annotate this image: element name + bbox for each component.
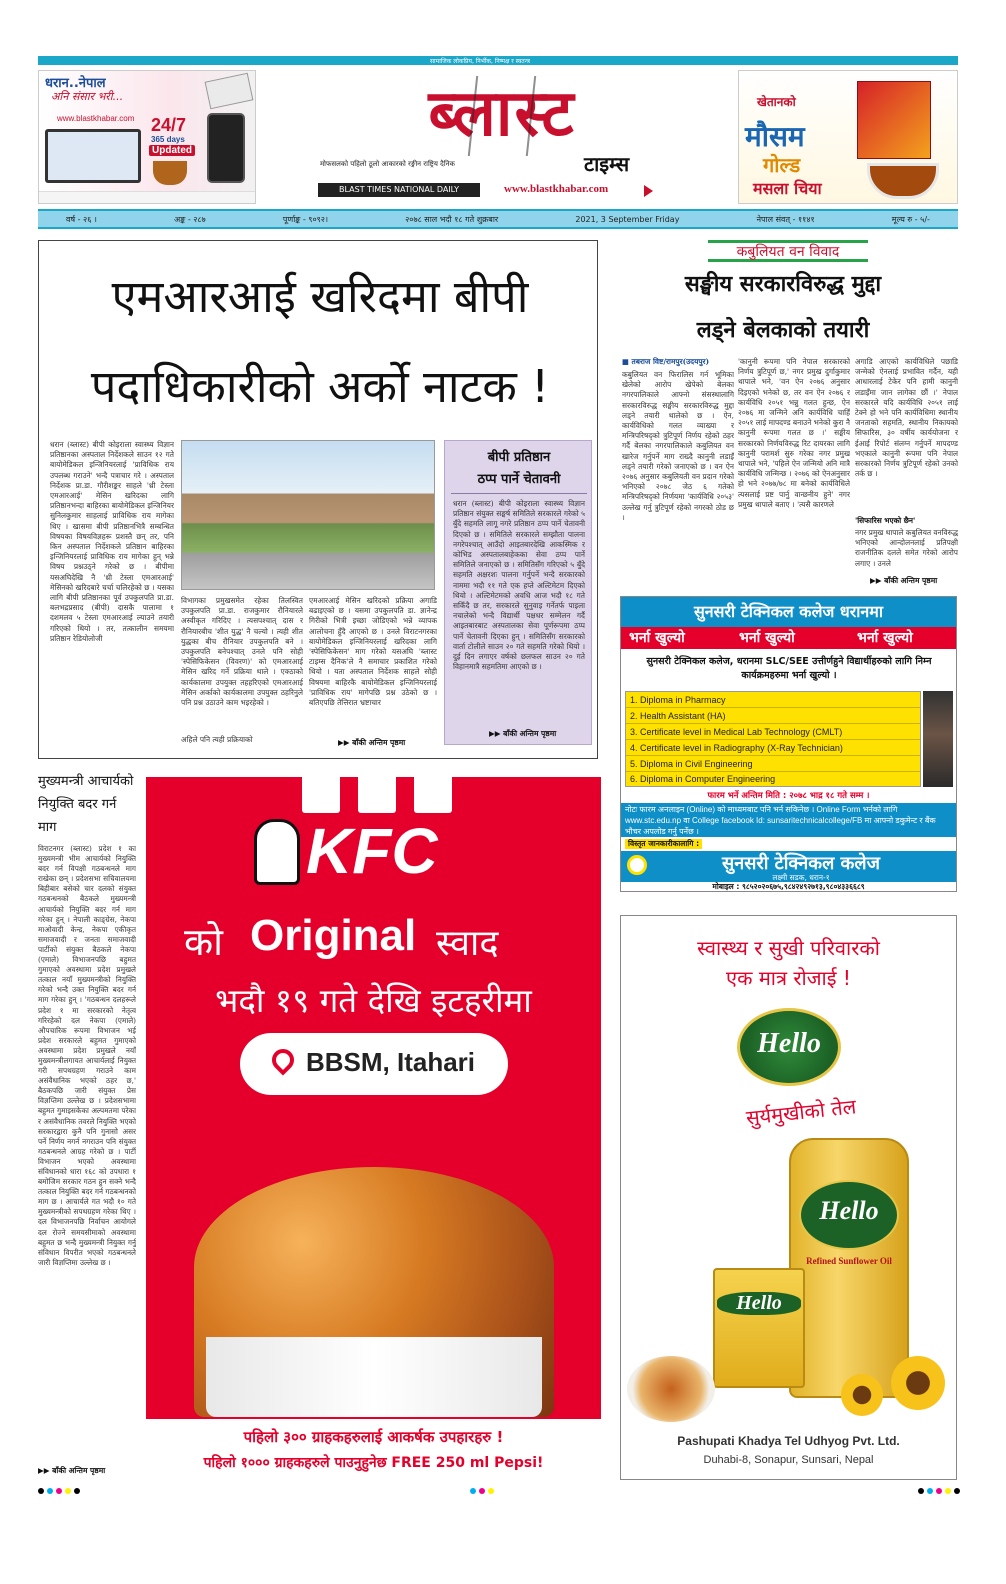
issue-year: वर्ष - २६ । bbox=[66, 214, 97, 224]
stc-course-1: 1. Diploma in Pharmacy bbox=[626, 692, 920, 708]
stc-course-4: 4. Certificate level in Radiography (X-Ray Technician) bbox=[626, 740, 920, 756]
issue-price: मूल्य रु - ५/- bbox=[891, 214, 930, 224]
blastkhabar-ad[interactable] bbox=[38, 70, 256, 204]
right-headline-line2: लड्ने बेलकाको तयारी bbox=[696, 318, 870, 343]
kfc-brand: KFC bbox=[306, 815, 438, 887]
issue-date-nepali: २०७८ साल भदौ १८ गते शुक्रबार bbox=[405, 214, 499, 224]
stc-intro: सुनसरी टेक्निकल कलेज, धरानमा SLC/SEE उत्तीर्णहुने विद्यार्थीहरुको लागि निम्न कार्यक्रमहरुमा भर्ना खुल्यो । bbox=[646, 656, 932, 681]
hello-bottle-desc: Refined Sunflower Oil bbox=[806, 1256, 892, 1266]
tea-box-icon bbox=[857, 81, 931, 159]
phone-icon bbox=[207, 113, 245, 183]
hello-product-name: सुर्यमुखीको तेल bbox=[744, 1094, 858, 1130]
nepal-samvat: नेपाल संवत् - ११४१ bbox=[756, 214, 815, 224]
sunsari-technical-college-ad[interactable] bbox=[620, 596, 957, 892]
gold-title: गोल्ड bbox=[763, 153, 801, 177]
masthead-tagline: सामाजिक लोकप्रिय, निर्भीक, निष्पक्ष र स्वतन्त्र bbox=[430, 58, 530, 65]
sidebar-story-text: धरान (ब्लास्ट) बीपी कोइराला स्वास्थ्य विज्ञान प्रतिष्ठान संयुक्त सङ्घर्ष समितिले सरकारले गरेको ५ बुँदे सहमति लागू नगरे प्रतिष्ठान ठप्प पार्ने चेतावनी दिएको छ । समितिले सरकारले सम्झौता पालना नगरेपश्चात् आउँदो आइतबारदेखि आकस्मिक र कोभिड अस्पतालबाहेकका सेवा ठप्प पार्ने समितिले जनाएको छ । समितिसँग गरिएको ५ बुँदे सहमति अक्षरशः पालना गर्नुपर्ने भन्दै सरकारको नाममा भदौ ११ गते एक हप्ते अल्टिमेटम दिएको थियो । अल्टिमेटमको अवधि आज भदौ १८ गते सकिँदै छ तर, सरकारले सुनुवाइ गर्नेतर्फ पाइला नचालेको भन्दै विद्यार्थी पक्षधर सम्मेलन गर्दै आइतबारबाट अस्पतालका सेवा पूर्णरूपमा ठप्प पार्ने चेतावनी दिएका हुन् । समितिसँग सरकारको वार्ता टोलीले साउन २० गते सहमति गरेको थियो । दुई दिन लगाएर वर्षको छलफल साउन २० गते विहानमात्रै सहमतिमा आएको छ । bbox=[453, 499, 585, 672]
stc-course-list bbox=[625, 691, 921, 787]
sidebar-title-line1: बीपी प्रतिष्ठान bbox=[487, 450, 551, 465]
main-story-col2-tail: अहिले पनि त्यही प्रक्रियाको bbox=[181, 735, 253, 744]
chief-minister-story bbox=[38, 770, 138, 1480]
tea-cup-icon bbox=[153, 161, 187, 185]
right-story-col3: अगाडि आएको कार्यविधिले पछाडि जन्मेको ऐनलाई प्रभावित गर्दैन, यही आधारलाई टेकेर पनि हामी कानुनी लडाइँमा जान लागेका छौं ।' नेपाल सरकारले यदि कार्यविधि २०५१ लाई टेक्ने हो भने पनि कार्यविधिमा स्थानीय जनताको सहमति, स्थानीय निकायको सिफारिस, ३० वर्षीय कार्ययोजना र ईआई रिपोर्ट संलग्न गर्नुपर्ने मापदण्ड भएकाले कानुनी रूपमा पनि नेपाल सरकारको निर्णय त्रुटिपूर्ण रहेको उनको तर्क छ । bbox=[855, 357, 958, 479]
hello-tagline-2: एक मात्र रोजाई ! bbox=[726, 966, 851, 990]
kfc-date-line: भदौ १९ गते देखि इटहरीमा bbox=[215, 981, 532, 1020]
kfc-swad: स्वाद bbox=[436, 923, 499, 964]
ad-left-badge-updated: Updated bbox=[149, 145, 195, 156]
stc-course-5: 5. Diploma in Civil Engineering bbox=[626, 756, 920, 772]
masthead-times: टाइम्स bbox=[584, 152, 630, 176]
issue-info-bar bbox=[38, 209, 958, 229]
kfc-location: BBSM, Itahari bbox=[306, 1047, 476, 1077]
stc-course-3: 3. Certificate level in Medical Lab Technology (CMLT) bbox=[626, 724, 920, 740]
stc-title: सुनसरी टेक्निकल कलेज धरानमा bbox=[621, 597, 956, 627]
ad-left-url: www.blastkhabar.com bbox=[57, 114, 135, 123]
sidebar-story-box bbox=[444, 440, 592, 745]
bucket-image bbox=[206, 1337, 542, 1417]
explosion-icon bbox=[468, 76, 536, 156]
main-headline-line1: एमआरआई खरिदमा बीपी bbox=[111, 270, 529, 323]
hello-address: Duhabi-8, Sonapur, Sunsari, Nepal bbox=[703, 1454, 874, 1466]
ad-left-badge-365: 365 days bbox=[151, 135, 185, 144]
stc-admission-3: भर्ना खुल्यो bbox=[857, 630, 913, 646]
right-story-more[interactable]: ▶▶ बाँकी अन्तिम पृष्ठमा bbox=[870, 576, 938, 585]
khetan-mausam-ad[interactable] bbox=[738, 70, 958, 204]
kfc-line-ko: को bbox=[184, 920, 224, 964]
registration-dots-center bbox=[470, 1488, 494, 1496]
stc-logo-icon bbox=[627, 855, 647, 875]
hello-sunflower-oil-ad[interactable] bbox=[620, 915, 957, 1480]
hello-brand: Hello bbox=[757, 1028, 821, 1059]
main-story-col3: एमआरआई मेसिन खरिदको प्रक्रिया अगाडि बढाइएको छ । यसमा उपकुलपति डा. ज्ञानेन्द्र गिरीको भित्री इच्छा जोडिएको भन्ने व्यापक आलोचना हुँदै आएको छ । उनले विराटनगरका बायोमेडिकल इन्जिनियरलाई खरिदका लागि 'स्पेसिफिकेसन' माग गरेको यसअघि 'ब्लास्ट टाइम्स दैनिक'ले नै समाचार प्रकाशित गरेको थियो । यता अस्पताल निर्देशक साहले सोही विषयमा बाहिरकै बायोमेडिकल इन्जिनियरलाई 'प्राविधिक राय' मागेपछि प्रश्न उठेको छ । बतिएपछि तेत्तिरात भ्रष्टाचार bbox=[309, 596, 437, 708]
main-story-more[interactable]: ▶▶ बाँकी अन्तिम पृष्ठमा bbox=[338, 738, 406, 747]
khetan-brand: खेतानको bbox=[757, 95, 796, 109]
issue-number: अङ्क - २८७ bbox=[174, 214, 206, 224]
registration-dots-right bbox=[918, 1488, 960, 1496]
hello-company: Pashupati Khadya Tel Udhyog Pvt. Ltd. bbox=[677, 1434, 900, 1448]
sidebar-more[interactable]: ▶▶ बाँकी अन्तिम पृष्ठमा bbox=[489, 729, 557, 738]
main-story-col2: विभागका प्रमुखसमेत रहेका तिलस्वित उपकुलपति प्रा.डा. राजकुमार रौनियारले अस्वीकृत गरिदिए । त्यसपश्चात् दास र रौनियारबीच 'शीत युद्ध' नै चल्यो । त्यही शीत युद्धका बीच रौनियार उपकुलपति बने । उपकुलपति बनेपश्चात् उनले पनि सोही 'स्पेसिफिकेसन (विवरण)' को एमआरआई मेसिन खरिद गर्ने प्रक्रिया थाले । एक्ठाको कार्यकालमा उपयुक्त तहहरिएको एमआरआई मेसिन अर्काको कार्यकालमा उपयुक्त ठहरिनुले पनि प्रश्न उठाउने काम भइरहेको । bbox=[181, 596, 303, 708]
stc-address: लक्ष्मी सडक, धरान-१ bbox=[772, 873, 830, 882]
left-story-more[interactable]: ▶▶ बाँकी अन्तिम पृष्ठमा bbox=[38, 1466, 106, 1475]
hello-pouch-image bbox=[713, 1268, 805, 1388]
left-story-headline: मुख्यमन्त्री आचार्यको नियुक्ति बदर गर्न माग bbox=[38, 774, 134, 835]
arrow-icon bbox=[644, 185, 653, 197]
masthead-site-link[interactable]: www.blastkhabar.com bbox=[504, 183, 609, 195]
mausam-title: मौसम bbox=[745, 120, 805, 153]
masthead-english: BLAST TIMES NATIONAL DAILY bbox=[318, 183, 480, 197]
colonel-logo-icon bbox=[254, 819, 300, 885]
main-story-col1: धरान (ब्लास्ट) बीपी कोइराला स्वास्थ्य विज्ञान प्रतिष्ठानका अस्पताल निर्देशकले साउन १२ गते बायोमेडिकल इन्जिनियरलाई 'प्राविधिक राय उपलब्ध गराउने' भन्दै पत्राचार गरे । अस्पताल निर्देशक प्रा.डा. गौरीशङ्कर साहले 'थ्री टेस्ला एमआरआई' मेसिन खरिदका लागि प्रतिष्ठानभन्दा बाहिरका बायोमेडिकल इन्जिनियर सुनिलकुमार साहलाई प्राविधिक राय मागेका थिए । खासमा बीपी प्रतिष्ठानभित्रै सम्बन्धित विषयका विषयविज्ञहरू प्रशस्तै छन् तर, पनि किन अस्पताल निर्देशकले प्रतिष्ठान बाहिरका इन्जिनियरलाई प्राविधिक राय मागेका हुन् भन्ने विषय प्रश्नउठ्ने गरेको छ । बीपीमा यसअघिदेखि नै 'थ्री टेस्ला एमआरआई' मेसिनको खरिदबारे चर्चा चलिरहेको छ । यसका लागि बीपी प्रतिष्ठानका पूर्व उपकुलपति प्रा.डा. बलभद्रप्रसाद (बीपी) दासकै पालामा १ दशमलव ५ टेस्ला एमआरआई ल्याउने तयारी गरिएको थियो । तर, तत्कालीन समयमा प्रतिष्ठान रेडियोलोजी bbox=[50, 440, 174, 643]
masala-tea-title: मसला चिया bbox=[753, 179, 822, 198]
masthead bbox=[312, 66, 692, 186]
ad-left-line2: अनि संसार भरी... bbox=[51, 90, 124, 103]
stc-course-2: 2. Health Assistant (HA) bbox=[626, 708, 920, 724]
right-headline-line1: सङ्घीय सरकारविरुद्ध मुद्दा bbox=[684, 272, 882, 297]
right-story-tag: कबुलियत वन विवाद bbox=[708, 240, 868, 262]
registration-dots-left bbox=[38, 1488, 80, 1496]
kfc-ad[interactable] bbox=[146, 777, 601, 1480]
ad-left-line1: धरान..नेपाल bbox=[45, 76, 106, 91]
right-story-byline: ■ तबराज विष्ट/रामपुर(उदयपुर) bbox=[622, 357, 710, 366]
right-story-col3b: नगर प्रमुख थापाले कबुलियत वनविरुद्ध भनिएको आन्दोलनलाई प्रतिपक्षी राजनीतिक दलले समेत गरेको आरोप लगाए । उनले bbox=[855, 528, 958, 568]
sunflower-icon-2 bbox=[841, 1374, 883, 1416]
bp-hospital-photo bbox=[181, 440, 435, 590]
stc-admission-1: भर्ना खुल्यो bbox=[629, 630, 685, 646]
food-plate-image bbox=[627, 1356, 715, 1422]
right-story-subhead: 'सिफारिस भएको छैन' bbox=[855, 516, 916, 525]
kfc-stripes-icon bbox=[302, 777, 452, 813]
stc-note: नोटः फारम अनलाइन (Online) को माध्यमबाट पनि भर्न सकिनेछ । Online Form भर्नको लागि www.stc.edu.np वा College facebook Id: sunsaritechnicalcollege/FB मा आफ्नो डकुमेन्ट र बैंक भौचर अपलोड गर्नु पर्नेछ । bbox=[621, 803, 956, 837]
stc-student-photo bbox=[923, 691, 953, 787]
kfc-offer-1: पहिलो ३०० ग्राहकहरुलाई आकर्षक उपहारहरु ! bbox=[243, 1428, 504, 1446]
laptop-icon bbox=[45, 129, 141, 183]
stc-course-6: 6. Diploma in Computer Engineering bbox=[630, 774, 776, 784]
right-story-col2: 'कानुनी रूपमा पनि नेपाल सरकारको निर्णय त्रुटिपूर्ण छ,' नगर प्रमुख दुर्गाकुमार थापाले भने, 'वन ऐन २०७६ अनुसार दिइएको भनेको छ, तर वन ऐन २०७६ र कार्यविधि २०५१ भन्नु गलत हुन्छ, ऐन २०७६ मा जन्मिने अनि कार्यविधि चाहिँ २०५१ लाई मापदण्ड बनाउने भनेको कुरा नै कानुनी रूपमा गलत छ ।' सङ्घीय सरकारको निर्णयविरुद्ध रिट दायरका लागि कानुनी परामर्श सुरु गरेका नगर प्रमुख थापाले भने, 'पहिले ऐन जन्मियो अनि मात्रै कार्यविधि जन्मिन्छ । २०७६ को ऐनअनुसार हो भने २०७७/७८ मा बनेको कार्यविधिले त्यसलाई प्रष्ट पार्नु वान्छनीय हुने' नगर प्रमुख थापाले बताए । 'त्यसै कारणले bbox=[738, 357, 850, 509]
stc-mobile: मोबाइल : ९८५२०२०६७५,९८४२४९२७१३,९८०४३३६६८९ bbox=[621, 882, 956, 891]
stc-deadline: फारम भर्ने अन्तिम मिति : २०७८ भाद्र १८ गते सम्म । bbox=[621, 789, 956, 803]
stc-admission-2: भर्ना खुल्यो bbox=[739, 630, 795, 646]
ad-left-badge-247: 24/7 bbox=[151, 115, 187, 135]
stc-college-name: सुनसरी टेक्निकल कलेज bbox=[722, 853, 880, 874]
hello-bottle-image bbox=[789, 1138, 909, 1398]
sidebar-title-line2: ठप्प पार्ने चेतावनी bbox=[477, 472, 561, 487]
masthead-logo: ब्लास्ट bbox=[428, 77, 576, 151]
left-story-text: विराटनगर (ब्लास्ट) प्रदेश १ का मुख्यमन्त्री भीम आचार्यको नियुक्ति बदर गर्न विपक्षी गठबन्धनले माग राखेका छन् । प्रदेशसभा सचिवालयमा बिहीबार बसेको चार दलको संयुक्त गठबन्धनको बैठकले मुख्यमन्त्री आचार्यको नियुक्ति बदर गर्न माग गरेका हुन् । नेपाली काङ्ग्रेस, नेकपा माओवादी केन्द्र, नेकपा एकीकृत समाजवादी र जनता समाजवादी पार्टीको संयुक्त बैठकले नेकपा (एमाले) विभाजनपछि बहुमत गुमाएको अवस्थामा प्रदेश प्रमुखले तत्काल नयाँ मुख्यमन्त्रीको नियुक्ति गरेको भन्दै उक्त नियुक्ति बदर गर्न माग गरेका हुन् । 'गठबन्धन दलहरूले प्रदेश १ मा सरकारको नेतृत्व गरिरहेको दल नेकपा (एमाले) औपचारिक रूपमा विभाजन भई प्रदेश सरकारले बहुमत गुमाएको अवस्थामा प्रदेश प्रमुखले नयाँ मुख्यमन्त्रीलगायत आचार्यलाई नियुक्त गरी सपथग्रहण गराउने काम असंवैधानिक भएको ठहर छ,' बैठकपछि जारी संयुक्त प्रेस विज्ञप्तिमा उल्लेख छ । प्रदेशसभामा बहुमत गुमाइसकेका अल्पमतमा परेका र असंवैधानिक तवरले नियुक्ति भएको सरकारद्वारा कुनै पनि गुनासो असर पर्ने निर्णय नगर्न नगराउन पनि संयुक्त गठबन्धनले आग्रह गरेको छ । पार्टी विभाजन भएको अवस्थामा संविधानको धारा १६८ को उपधारा १ बमोजिम सरकार गठन हुन सक्ने भन्दै तत्काल नियुक्ति बदर गर्न गठबन्धनको माग छ । आचार्यले गत भदौ १० गते मुख्यमन्त्रीको सपथग्रहण गरेका थिए । दल विभाजनपछि निर्वाचन आयोगले दल रोज्ने समयसीमाको अवस्थामा बहुमत छ भन्दै मुख्यमन्त्री नियुक्त गर्नु संविधान विपरीत भएको गठबन्धनले जारी विज्ञप्तिमा उल्लेख छ । bbox=[38, 844, 136, 1267]
main-headline-line2: पदाधिकारीको अर्को नाटक ! bbox=[90, 360, 550, 413]
stc-contact-label: विस्तृत जानकारीकालागि : bbox=[625, 839, 702, 849]
hello-pouch-brand: Hello bbox=[717, 1292, 801, 1315]
kfc-original: Original bbox=[250, 911, 417, 960]
masthead-subtitle: मोफसलको पहिलो ठूलो आकारको रङ्गीन राष्ट्रिय दैनिक bbox=[320, 160, 455, 168]
hello-tagline-1: स्वास्थ्य र सुखी परिवारको bbox=[697, 936, 880, 960]
kfc-offer-2: पहिलो १००० ग्राहकहरुले पाउनुहुनेछ FREE 250 ml Pepsi! bbox=[203, 1455, 544, 1471]
issue-total: पूर्णाङ्क - ९०९२। bbox=[282, 214, 328, 224]
hello-bottle-brand: Hello bbox=[819, 1196, 879, 1225]
right-story-col1: कबुलियत वन फिरालिस गर्न भूमिका खेलेको आरोप खेपेको बेलका नगरपालिकाले आफ्नो संसस्थालागि सरकारविरुद्ध सङ्घीय सरकारविरुद्ध मुद्दा लड्ने तयारी थालेको छ । ऐन, कार्यविधिको गलत व्याख्या र मन्त्रिपरिषद्को त्रुटिपूर्ण निर्णय रहेको ठहर गर्दै बेलका नगरपालिकाले कबुलियत वन खारेज गर्नुपर्ने माग राख्दै कानुनी लडाइँ लड्ने तयारी गरेको जनाएको छ । वन ऐन २०७६ अनुसार कबुलियती वन प्रदान गरेको भनिएको २०७८ जेठ ६ गतेको मन्त्रिपरिषद्को निर्णयमा 'कार्यविधि २०५३' उल्लेख गर्नु त्रुटिपूर्ण रहेको नगरको ठोड छ । bbox=[622, 370, 734, 522]
issue-date-english: 2021, 3 September Friday bbox=[575, 214, 680, 224]
sunflower-icon bbox=[891, 1356, 945, 1410]
